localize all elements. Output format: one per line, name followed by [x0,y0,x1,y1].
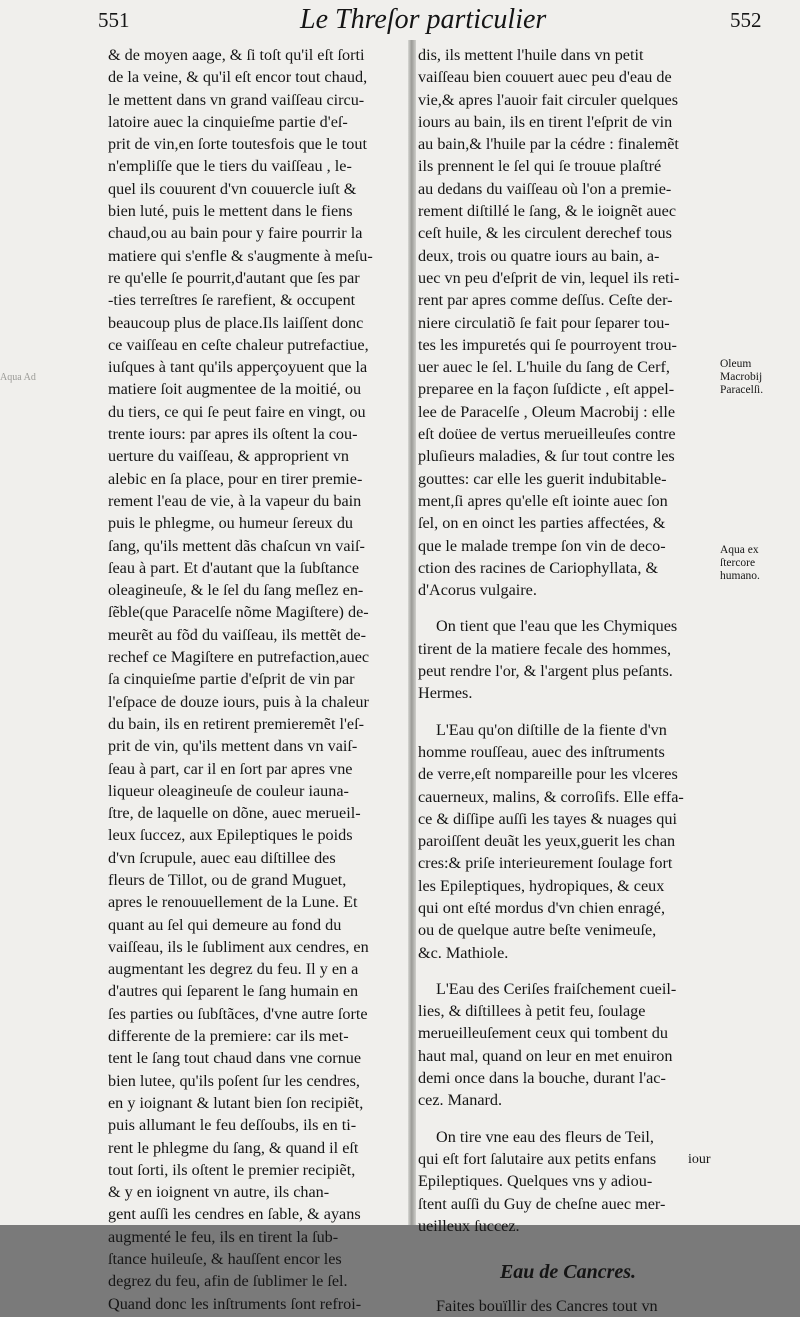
text-line: L'Eau des Ceriſes fraiſchement cueil- [436,979,677,998]
text-line: du tiers, ce qui ſe peut faire en vingt, ou [108,402,366,421]
text-line: ce vaiſſeau en ceſte chaleur putrefactiue, [108,335,369,354]
paragraph-cancres [418,1295,718,1317]
text-line: Epileptiques. Quelques vns y adiou- [418,1172,653,1191]
text-line: degrez du feu, afin de ſublimer le ſel. [108,1272,348,1291]
text-line: quel ils couurent d'vn couuercle iuſt & [108,179,357,198]
text-line: & y en ioignent vn autre, ils chan- [108,1183,330,1202]
text-line: augmenté le feu, ils en tirent la ſub- [108,1227,339,1246]
margin-note-oleum [720,358,798,397]
text-line: prit de vin, qu'ils mettent dans vn vaiſ- [108,737,358,756]
text-line: rent par apres comme deſſus. Ceſte der- [418,291,673,310]
text-line: cauerneux, malins, & corroſifs. Elle effa- [418,787,684,806]
edge-margin-note: Aqua Ad [0,372,36,383]
text-line: apres le renouuellement de la Lune. Et [108,893,358,912]
text-line: ſtent auſſi du Guy de cheſne auec mer- [418,1194,666,1213]
text-line: &c. Mathiole. [418,943,509,962]
text-line: dis, ils mettent l'huile dans vn petit [418,46,644,64]
text-line: bien luté, puis le mettent dans le fiens [108,202,353,221]
text-line: l'eſpace de douze iours, puis à la chaleur [108,692,369,711]
text-line: matiere qui s'enfle & s'augmente à meſu- [108,246,373,265]
text-line: leux ſuccez, aux Epileptiques le poids [108,826,353,845]
text-line: trente iours: par apres ils oſtent la cou- [108,425,358,444]
text-line: uerture du vaiſſeau, & approprient vn [108,447,349,466]
text-line: d'Acorus vulgaire. [418,581,537,600]
text-line: L'Eau qu'on diſtille de la fiente d'vn [436,720,667,739]
text-line: ſtre, de laquelle on dõne, auec merueil- [108,804,361,823]
section-title-cancres: Eau de Cancres. [499,1261,637,1284]
text-line: rent le phlegme du ſang, & quand il eſt [108,1138,359,1157]
text-line: fleurs de Tillot, ou de grand Muguet, [108,870,347,889]
text-line: ſa cinquieſme partie d'eſprit de vin par [108,670,355,689]
text-line: lee de Paracelſe , Oleum Macrobij : elle [418,402,676,421]
text-line: deux, trois ou quatre iours au bain, a- [418,246,660,265]
text-line: ſeau à part, car il en ſort par apres vne [108,759,353,778]
text-line: Faites bouïllir des Cancres tout vn [436,1297,658,1316]
text-line: liqueur oleagineuſe de couleur iauna- [108,781,349,800]
text-line: ſel, on en oinct les parties affectées, & [418,514,666,533]
text-line: qui ont eſté mordus d'vn chien enragé, [418,898,666,917]
text-line: ſtance huileuſe, & hauſſent encor les [108,1250,342,1269]
text-line: homme rouſſeau, auec des inſtruments [418,742,665,761]
text-line: ſang, qu'ils mettent dãs chaſcun vn vaiſ- [108,536,365,555]
text-line: tent le ſang tout chaud dans vne cornue [108,1049,362,1068]
text-line: lies, & diſtillees à petit feu, ſoulage [418,1002,646,1021]
paragraph-chymiques [418,615,718,704]
text-line: gent auſſi les cendres en ſable, & ayans [108,1205,361,1224]
text-line: puis allumant le feu deſſoubs, ils en ti- [108,1116,357,1135]
text-line: ſẽble(que Paracelſe nõme Magiſtere) de- [108,603,369,622]
text-line: merueilleuſement ceux qui tombent du [418,1024,668,1043]
text-line: -ties terreſtres ſe rarefient, & occupent [108,291,356,310]
text-line: ſeau à part. Et d'autant que la ſubſtance [108,558,360,577]
margin-note-line: Paracelſi. [720,384,764,396]
margin-note-line: ſtercore [720,557,756,569]
book-gutter [408,40,416,1225]
text-line: ction des racines de Cariophyllata, & [418,558,659,577]
text-line: ceſt huile, & les circulent derechef tous [418,224,672,243]
text-line: alebic en ſa place, pour en tirer premie- [108,469,363,488]
text-line: re qu'elle ſe pourrit,d'autant que ſes par [108,268,360,287]
text-line: qui eſt fort ſalutaire aux petits enfans [418,1149,657,1168]
text-line: d'autres qui ſeparent le ſang humain en [108,982,359,1001]
text-line: au bain,& l'huile par la cédre : finalemẽt [418,135,679,154]
text-line: vaiſſeau, ils le ſubliment aux cendres, en [108,937,369,956]
text-line: ce & diſſipe auſſi les tayes & nuages qui [418,809,677,828]
text-line: differente de la premiere: car ils met- [108,1027,349,1046]
text-line: latoire auec la cinquieſme partie d'eſ- [108,112,348,131]
text-line: chaud,ou au bain pour y faire pourrir la [108,224,363,243]
text-line: niere circulatiõ ſe fait pour ſeparer tou- [418,313,670,332]
text-line: le mettent dans vn grand vaiſſeau circu- [108,90,365,109]
text-line: puis le phlegme, ou humeur ſereux du [108,514,354,533]
text-line: preparee en la façon ſuſdicte , eſt appel- [418,380,675,399]
right-text-column [418,44,718,1317]
paragraph-rousseau [418,719,718,964]
text-line: les Epileptiques, hydropiques, & ceux [418,876,665,895]
text-line: tes les impuretés qui ſe pourroyent trou- [418,335,677,354]
text-line: rechef ce Magiſtere en putrefaction,auec [108,648,370,667]
text-line: rement diſtillé le ſang, & le ioignẽt auec [418,202,677,221]
text-line: ueilleux ſuccez. [418,1216,520,1235]
text-line: augmentant les degrez du feu. Il y en a [108,960,359,979]
text-line: cres:& priſe interieurement ſoulage fort [418,854,673,873]
text-line: Hermes. [418,684,473,703]
text-line: Quand donc les inſtruments ſont refroi- [108,1294,362,1313]
text-line: On tire vne eau des fleurs de Teil, [436,1127,654,1146]
text-line: cez. Manard. [418,1091,503,1110]
left-page-number: 551 [98,8,130,32]
text-line: vie,& apres l'auoir fait circuler quelques [418,90,679,109]
text-line: tout ſorti, ils oſtent le premier recipiẽt, [108,1160,356,1179]
text-line: bien lutee, qu'ils poſent ſur les cendres, [108,1071,360,1090]
text-line: iuſques à tant qu'ils apperçoyuent que la [108,358,368,377]
text-line: ou de quelque autre beſte venimeuſe, [418,921,657,940]
text-line: iours au bain, ils en tirent l'eſprit de vin [418,112,673,131]
text-line: n'empliſſe que le tiers du vaiſſeau , le- [108,157,352,176]
paragraph-cerises [418,978,718,1112]
text-line: quant au ſel qui demeure au fond du [108,915,342,934]
text-line: haut mal, quand on leur en met enuiron [418,1046,673,1065]
text-line: vaiſſeau bien couuert auec peu d'eau de [418,68,672,87]
left-text-column [108,44,404,1315]
text-line: meurẽt au fõd du vaiſſeau, ils mettẽt de- [108,625,367,644]
text-line: uec vn peu d'eſprit de vin, lequel ils reti- [418,268,680,287]
running-title: Le Threſor particulier [300,4,547,35]
margin-note-line: humano. [720,570,760,582]
catchword: iour [688,1152,711,1167]
paragraph-teil [418,1126,718,1237]
text-line: ſes parties ou ſubſtãces, d'vne autre ſorte [108,1004,368,1023]
margin-note-line: Macrobij [720,371,763,383]
text-line: d'vn ſcrupule, auec eau diſtillee des [108,848,336,867]
text-line: uer auec le ſel. L'huile du ſang de Cerf, [418,358,670,377]
margin-note-aqua [720,544,798,583]
right-page-number: 552 [730,8,762,32]
text-line: oleagineuſe, & le ſel du ſang meſlez en- [108,581,364,600]
text-line: demi once dans la bouche, durant l'ac- [418,1069,666,1088]
text-line: en y ioignant & lutant bien ſon recipiẽt, [108,1093,364,1112]
text-line: rement l'eau de vie, à la vapeur du bain [108,491,362,510]
text-line: gouttes: car elle les guerit indubitable- [418,469,667,488]
margin-note-line: Oleum [720,358,752,370]
text-line: & de moyen aage, & ſi toſt qu'il eſt ſorti [108,46,365,64]
text-line: prit de vin,en ſorte toutesfois que le tout [108,135,367,154]
text-line: On tient que l'eau que les Chymiques [436,617,678,636]
text-line: de la veine, & qu'il eſt encor tout chaud, [108,68,368,87]
text-line: pluſieurs maladies, & ſur tout contre les [418,447,675,466]
text-line: de verre,eſt nompareille pour les vlceres [418,765,678,784]
paragraph-sang-circulation [418,44,718,601]
text-line: du bain, ils en retirent premieremẽt l'eſ- [108,714,364,733]
text-line: matiere ſoit augmentee de la moitié, ou [108,380,362,399]
text-line: peut rendre l'or, & l'argent plus peſants. [418,662,673,681]
text-line: ment,ſi apres qu'elle eſt iointe auec ſon [418,491,668,510]
text-line: beaucoup plus de place.Ils laiſſent donc [108,313,364,332]
text-line: ils prennent le ſel qui ſe trouue plaſtré [418,157,662,176]
margin-note-line: Aqua ex [720,544,759,556]
text-line: que le malade trempe ſon vin de deco- [418,536,666,555]
text-line: paroiſſent deuãt les yeux,guerit les chan [418,832,676,851]
text-line: tirent de la matiere fecale des hommes, [418,639,672,658]
text-line: au dedans du vaiſſeau où l'on a premie- [418,179,672,198]
text-line: eſt doüee de vertus merueilleuſes contre [418,425,676,444]
